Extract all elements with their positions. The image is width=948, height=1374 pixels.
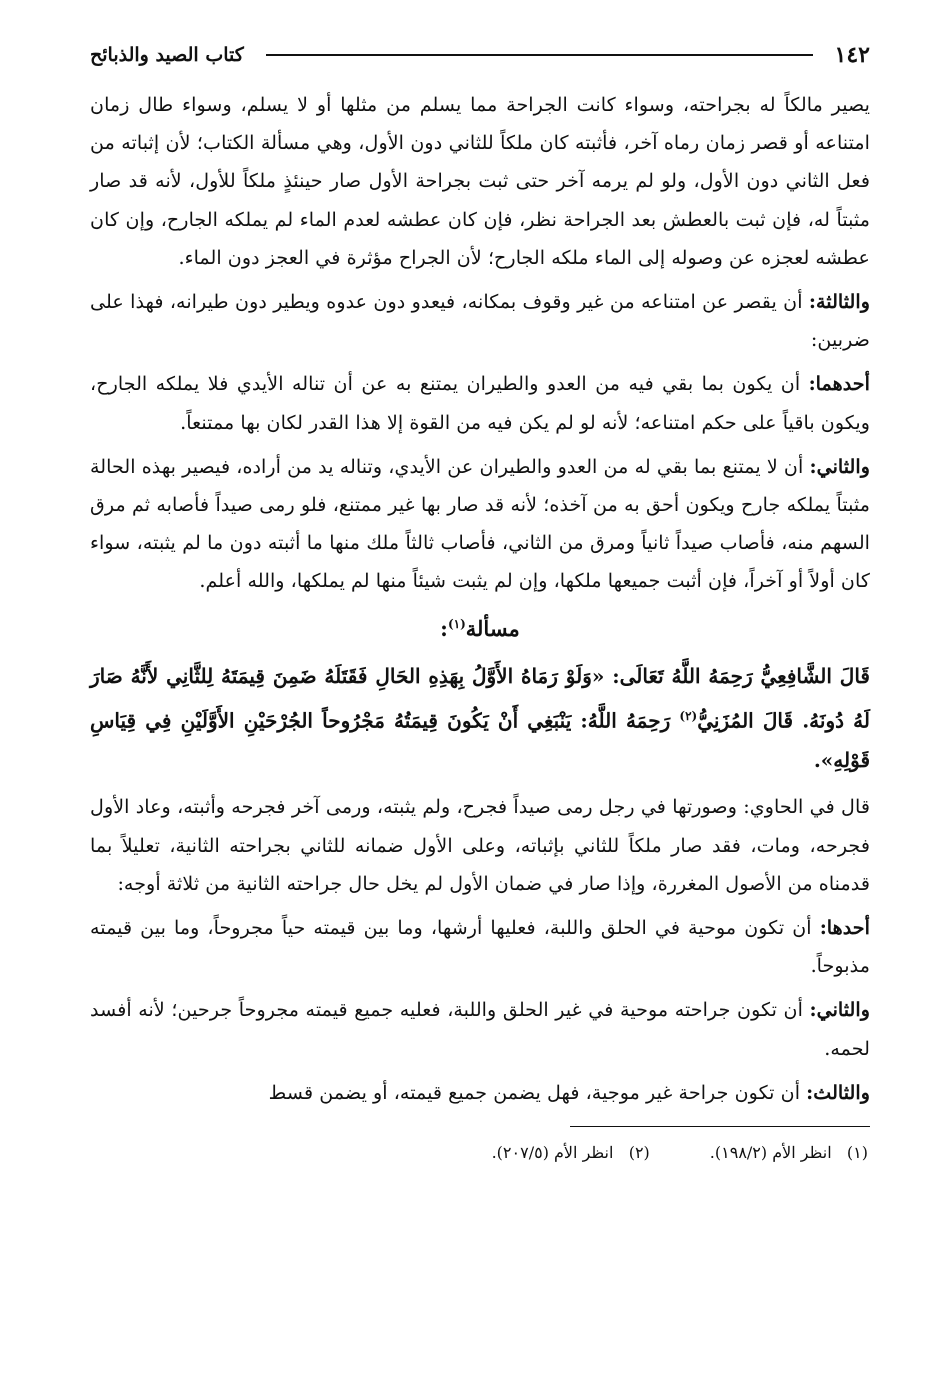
footnote — [492, 1143, 650, 1162]
book-title: كتاب الصيد والذبائح — [90, 44, 244, 66]
paragraph-lead: والثالثة: — [808, 290, 870, 314]
header-rule — [266, 54, 813, 56]
paragraph — [90, 86, 870, 277]
section-heading — [90, 607, 870, 646]
section-title: مسألة — [465, 615, 520, 641]
paragraph-text: أن يقصر عن امتناعه من غير وقوف بمكانه، فيعدو دون عدوه ويطير دون طيرانه، فهذا على ضربين: — [90, 290, 870, 352]
paragraph — [90, 909, 870, 985]
paragraph-text: أن تكون جراحته موحية في غير الحلق واللبة، فعليه جميع قيمته مجروحاً جرحين؛ لأنه أفسد لحمه. — [90, 998, 870, 1060]
paragraph-lead: والثاني: — [809, 454, 870, 478]
paragraph-text: قال في الحاوي: وصورتها في رجل رمى صيداً فجرح، ولم يثبته، ورمى آخر فجرحه وأثبته، وعاد الأول فجرحه، ومات، فقد صار ملكاً للثاني بإثباته، وعلى الأول ضمانه للثاني بجراحته الثانية، تعليلاً بما قدمناه من الأصول المغررة، وإذا صار في ضمان الأول لم يخل حال جراحته الثانية من ثلاثة أوجه: — [90, 795, 870, 895]
footnote-text: انظر الأم (١٩٨/٢). — [709, 1142, 832, 1162]
paragraph — [90, 448, 870, 601]
running-header — [90, 38, 870, 72]
quoted-text — [90, 656, 870, 781]
page-number: ١٤٢ — [834, 42, 870, 68]
quote-part-2: رَحِمَهُ اللَّهُ: يَنْبَغِي أَنْ يَكُونَ قِيمَتُهُ مَجْرُوحاً الجُرْحَيْنِ الأَوَّلَيْنِ فِي قِيَاسِ قَوْلِهِ». — [90, 708, 870, 773]
footnote-number: (١) — [846, 1142, 868, 1162]
footnote-text: انظر الأم (٢٠٧/٥). — [491, 1142, 614, 1162]
page — [90, 38, 870, 1162]
paragraph-lead: والثالث: — [806, 1080, 870, 1104]
body-text — [90, 86, 870, 1112]
paragraph-text: أن تكون جراحة غير موجية، فهل يضمن جميع قيمته، أو يضمن قسط — [268, 1080, 807, 1104]
paragraph — [90, 365, 870, 441]
footnote-number: (٢) — [628, 1142, 650, 1162]
footnote-ref: (٢) — [679, 708, 698, 723]
paragraph — [90, 991, 870, 1067]
paragraph-text: يصير مالكاً له بجراحته، وسواء كانت الجراحة مما يسلم من مثلها أو لا يسلم، وسواء طال زمان امتناعه أو قصر زمان رماه آخر، فأثبته كان ملكاً للثاني دون الأول، وهي مسألة الكتاب؛ لأن إثباته من فعل الثاني دون الأول، ولو لم يرمه آخر حتى ثبت بجراحة الأول صار حينئذٍ ملكاً للأول، لأنه قد صار مثبتاً له، فإن ثبت بالعطش بعد الجراحة نظر، فإن كان عطشه لعدم الماء لم يملكه الجارح، وإن كان عطشه لعجزه عن وصوله إلى الماء ملكه الجارح؛ لأن الجراح مؤثرة في العجز دون الماء. — [90, 93, 870, 269]
footnote-rule — [570, 1126, 870, 1127]
quote-part-1: قَالَ الشَّافِعِيُّ رَحِمَهُ اللَّهُ تَعَالَى: «وَلَوْ رَمَاهُ الأَوَّلُ بِهَذِهِ الحَالِ فَقَتَلَهُ ضَمِنَ قِيمَتَهُ لِلثَّانِي لأَنَّهُ صَارَ لَهُ دُونَهُ. قَالَ المُزَنِيُّ — [90, 663, 870, 733]
paragraph — [90, 283, 870, 359]
section-colon: : — [440, 615, 448, 641]
footnotes — [90, 1143, 870, 1162]
paragraph — [90, 1074, 870, 1112]
paragraph-lead: والثاني: — [809, 998, 870, 1022]
paragraph — [90, 788, 870, 903]
paragraph-text: أن تكون موحية في الحلق واللبة، فعليها أرشها، وما بين قيمته حياً مجروحاً، وما بين قيمته مذبوحاً. — [90, 915, 870, 978]
paragraph-text: أن يكون بما بقي فيه من العدو والطيران يمتنع به عن أن تناله الأيدي فلا يملكه الجارح، ويكون باقياً على حكم امتناعه؛ لأنه لو لم يكن فيه من القوة إلا هذا القدر لكان بها ممتنعاً. — [90, 372, 870, 434]
footnote-ref: (١) — [447, 616, 466, 631]
paragraph-lead: أحدهما: — [808, 372, 870, 396]
paragraph-lead: أحدها: — [819, 915, 870, 939]
paragraph-text: أن لا يمتنع بما بقي له من العدو والطيران عن الأيدي، وتناله يد من أراده، فيصير بهذه الحالة مثبتاً يملكه جارح ويكون أحق به من آخذه؛ لأنه قد صار بها غير ممتنع، فلو رمى صيداً فأصابه ثم مرق السهم منه، فأصاب صيداً ثانياً ومرق من الثاني، فأصاب ثالثاً ملك منها ما أثبته دون ما لم يثبته، سواء كان أولاً أو آخراً، فإن أثبت جميعها ملكها، وإن لم يثبت شيئاً منها لم يملكها، والله أعلم. — [90, 454, 870, 593]
footnote — [710, 1143, 868, 1162]
